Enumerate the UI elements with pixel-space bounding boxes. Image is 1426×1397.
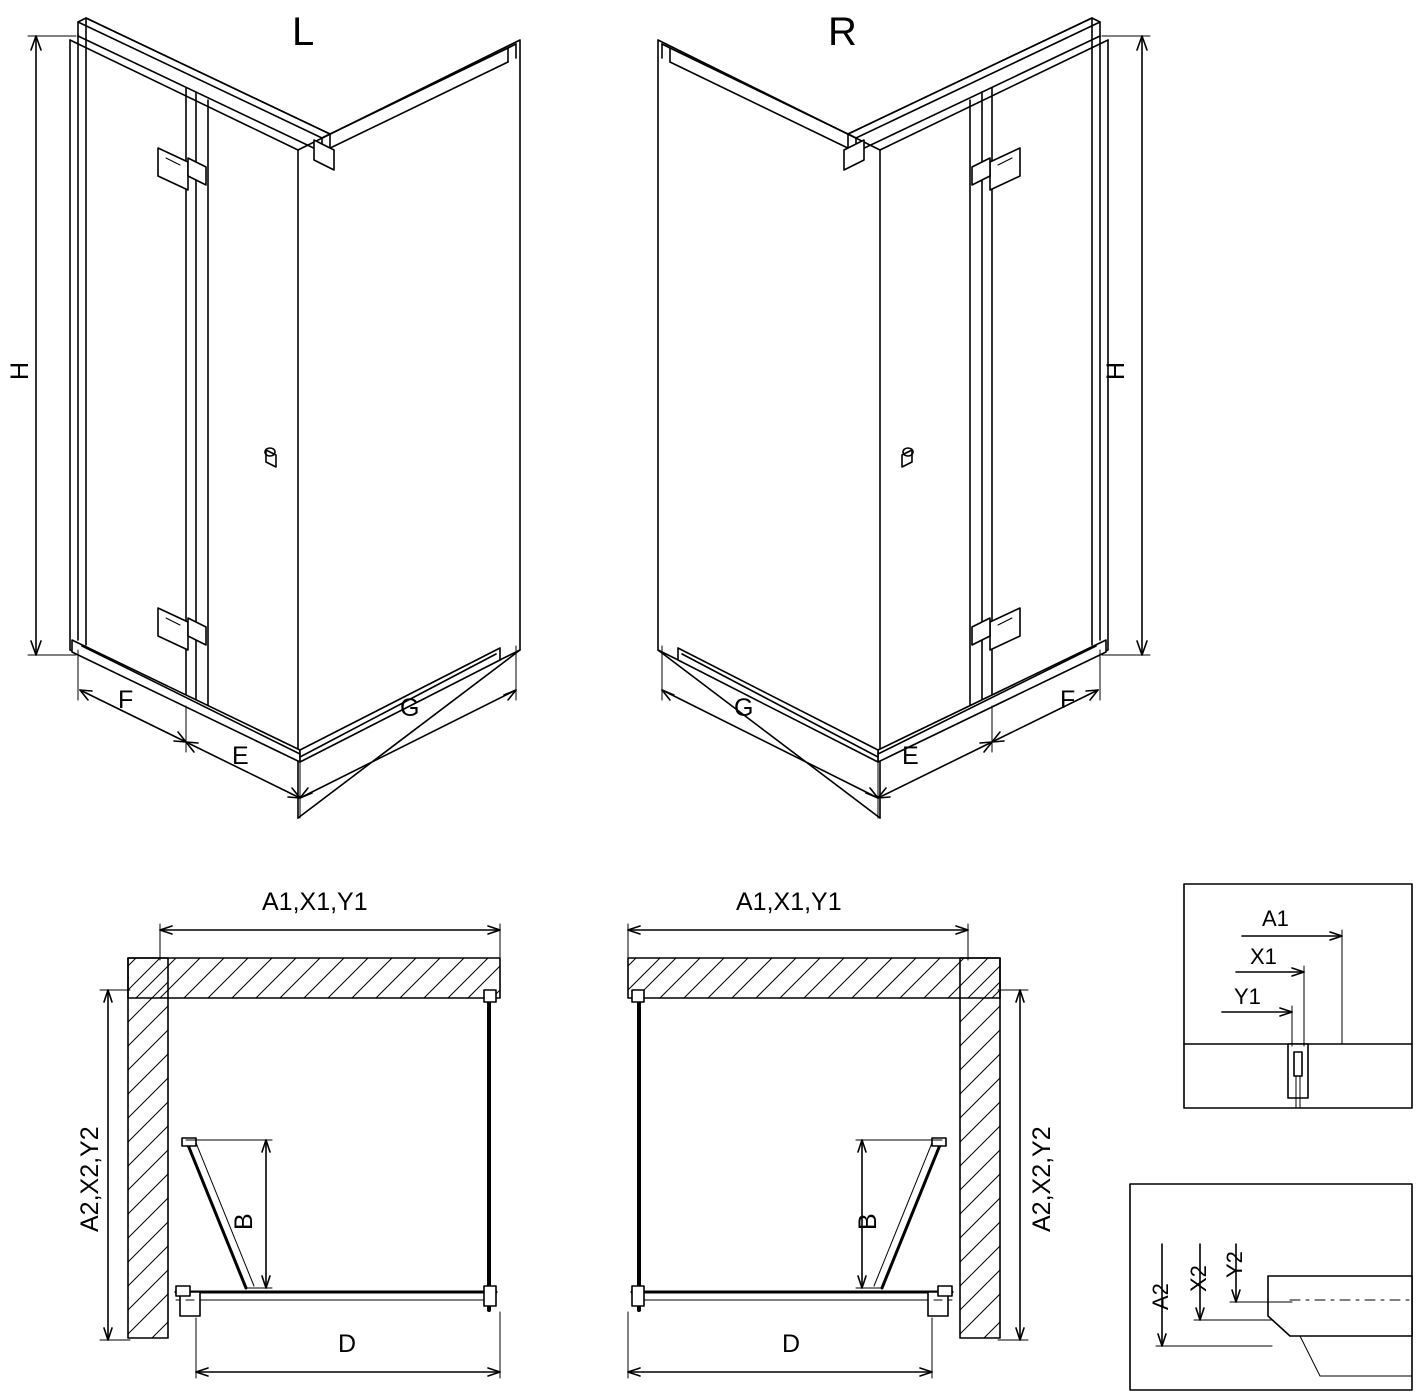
- iso-right-height-label: H: [1102, 361, 1130, 380]
- iso-left-enclosure: [70, 18, 520, 818]
- iso-right-label-e: E: [902, 742, 919, 770]
- detail-top-label-a1: A1: [1262, 906, 1289, 931]
- iso-left-label-e: E: [232, 742, 249, 770]
- iso-left-height-dimension: [28, 36, 76, 655]
- plan-right-top-dimension-label: A1,X1,Y1: [736, 888, 842, 916]
- plan-right-side-dimension-label: A2,X2,Y2: [1028, 1126, 1056, 1232]
- view-title-right: R: [828, 10, 857, 54]
- detail-bottom-label-y2: Y2: [1222, 1251, 1247, 1278]
- iso-right-label-g: G: [734, 694, 754, 722]
- detail-top-box: [1184, 884, 1412, 1108]
- iso-right-bottom-dimensions: [662, 646, 1100, 818]
- plan-right-view: [628, 924, 1028, 1378]
- iso-left-label-f: F: [118, 686, 134, 714]
- plan-left-top-dimension-label: A1,X1,Y1: [262, 888, 368, 916]
- detail-top-label-y1: Y1: [1234, 984, 1261, 1009]
- detail-bottom-label-a2: A2: [1148, 1283, 1173, 1310]
- iso-left-label-g: G: [400, 694, 420, 722]
- iso-right-enclosure: [658, 18, 1108, 818]
- plan-left-door-dimension-label: B: [230, 1213, 258, 1230]
- iso-left-height-label: H: [6, 361, 34, 380]
- plan-right-bottom-dimension-label: D: [782, 1330, 801, 1358]
- iso-right-height-dimension: [1102, 36, 1150, 655]
- plan-left-bottom-dimension-label: D: [338, 1330, 357, 1358]
- plan-left-side-dimension-label: A2,X2,Y2: [76, 1126, 104, 1232]
- plan-right-door-dimension-label: B: [854, 1213, 882, 1230]
- plan-left-view: [100, 924, 500, 1378]
- iso-right-label-f: F: [1060, 686, 1076, 714]
- detail-top-label-x1: X1: [1250, 944, 1277, 969]
- iso-left-bottom-dimensions: [78, 646, 516, 818]
- view-title-left: L: [292, 10, 315, 54]
- detail-bottom-label-x2: X2: [1186, 1265, 1211, 1292]
